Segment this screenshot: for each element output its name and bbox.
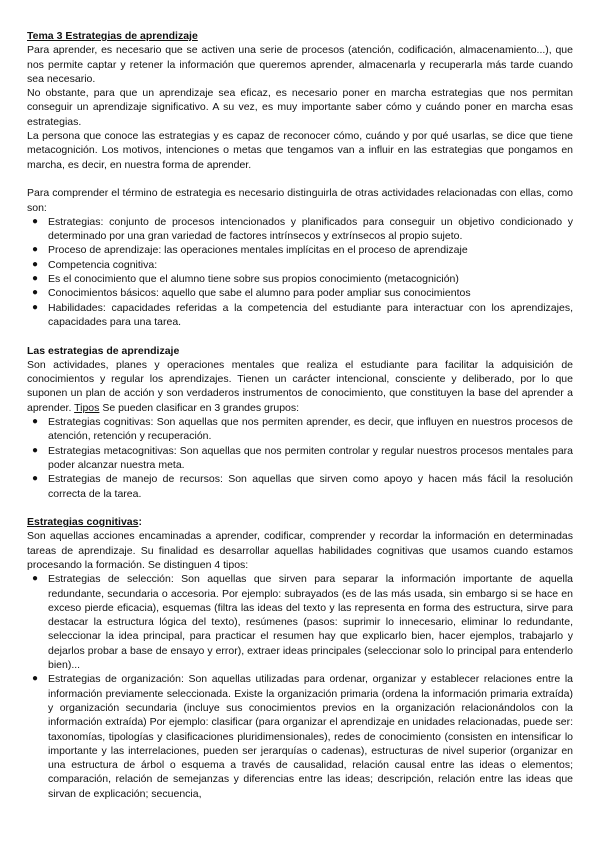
list-item bbox=[27, 415, 573, 444]
list-item-text: Competencia cognitiva: bbox=[48, 258, 158, 271]
section-title-tema3: Tema 3 Estrategias de aprendizaje bbox=[27, 30, 198, 42]
list-item bbox=[27, 258, 573, 272]
paragraph-termino-estrategia: Para comprender el término de estrategia es necesario distinguirla de otras actividades relacionadas con ellas, como son: bbox=[27, 187, 573, 214]
document-page bbox=[27, 29, 573, 801]
list-item bbox=[27, 286, 573, 300]
spacer bbox=[27, 501, 573, 515]
list-item bbox=[27, 444, 573, 473]
list-item-text: Es el conocimiento que el alumno tiene sobre sus propios conocimiento (metacognición) bbox=[48, 273, 459, 286]
bullet-icon: ● bbox=[32, 215, 39, 227]
section-title-estrategias-cognitivas bbox=[27, 515, 573, 529]
bullet-icon: ● bbox=[32, 273, 39, 285]
bullet-icon: ● bbox=[32, 287, 39, 299]
list-item bbox=[27, 672, 573, 801]
paragraph-intro-procesos: Para aprender, es necesario que se activen una serie de procesos (atención, codificación, almacenamiento...), que nos permite captar y retener la información que queremos aprender, almacenarla y recuperarla más tarde cuando sea necesario. bbox=[27, 44, 573, 85]
paragraph-aprendizaje-eficaz: No obstante, para que un aprendizaje sea eficaz, es necesario poner en marcha estrategias que nos permitan conseguir un aprendizaje significativo. A su vez, es muy importante saber cómo y cuándo poner en marcha esas estrategias. bbox=[27, 87, 573, 128]
paragraph-metacognicion: La persona que conoce las estrategias y es capaz de reconocer cómo, cuándo y por qué usarlas, se dice que tiene metacognición. Los motivos, intenciones o metas que tengamos van a influir en las estrategias que pongamos en marcha, es decir, en nuestra forma de aprender. bbox=[27, 130, 573, 171]
list-item-text: Estrategias metacognitivas: Son aquellas que nos permiten controlar y regular nuestros procesos mentales para poder alcanzar nuestra meta. bbox=[48, 444, 573, 471]
list-item-text: Conocimientos básicos: aquello que sabe el alumno para poder ampliar sus conocimientos bbox=[48, 287, 471, 300]
list-item-text: Habilidades: capacidades referidas a la competencia del estudiante para interactuar con los aprendizajes, capacidades para una tarea. bbox=[48, 301, 573, 328]
section-title-text: Estrategias cognitivas bbox=[27, 516, 139, 529]
list-tipos-cognitivas bbox=[27, 572, 573, 801]
list-item-text: Estrategias cognitivas: Son aquellas que nos permiten aprender, es decir, que influyen en nuestros procesos de atención, retención y recuperación. bbox=[48, 416, 573, 443]
bullet-icon: ● bbox=[32, 416, 39, 428]
bullet-icon: ● bbox=[32, 444, 39, 456]
list-item bbox=[27, 572, 573, 672]
list-item bbox=[27, 472, 573, 501]
bullet-icon: ● bbox=[32, 258, 39, 270]
bullet-icon: ● bbox=[32, 573, 39, 585]
paragraph-cognitivas-definicion: Son aquellas acciones encaminadas a aprender, codificar, comprender y recordar la información en determinadas tareas de aprendizaje. Su finalidad es desarrollar aquellas habilidades cognitivas que usamos cuando estamos procesando la formación. Se distinguen 4 tipos: bbox=[27, 530, 573, 571]
bullet-icon: ● bbox=[32, 244, 39, 256]
section-title-colon: : bbox=[138, 516, 142, 529]
list-item bbox=[27, 215, 573, 244]
list-item-text: Estrategias de manejo de recursos: Son aquellas que sirven como apoyo y hacen más fácil la resolución correcta de la tarea. bbox=[48, 473, 573, 500]
list-item-text: Proceso de aprendizaje: las operaciones mentales implícitas en el proceso de aprendizaje bbox=[48, 244, 468, 257]
list-item bbox=[27, 272, 573, 286]
list-item-text: Estrategias de selección: Son aquellas que sirven para separar la información importante de aquella redundante, secundaria o accesoria. Por ejemplo: subrayados (es de las más usada, sin embargo si se hace en exceso pierde eficacia), esquemas (filtra las ideas del texto y las representa en forma des estructura, sirve para destacar la estructura lógica del texto), resúmenes (pasos: suprimir lo innecesario, eliminar lo redundante, seleccionar la idea principal, para practicar el resumen hay que explicarlo bien, hacer ejemplos, trabajarlo y dejarlos probar a base de ensayo y error), extraer ideas principales (seleccionar solo lo principal para entenderlo bien)... bbox=[48, 573, 573, 672]
spacer bbox=[27, 329, 573, 343]
list-grupos-estrategias bbox=[27, 415, 573, 501]
tipos-link[interactable]: Tipos bbox=[74, 401, 100, 414]
bullet-icon: ● bbox=[32, 473, 39, 485]
paragraph-definicion-estrategias bbox=[27, 358, 573, 415]
list-item-text: Estrategias de organización: Son aquellas utilizadas para ordenar, organizar y establecer relaciones entre la información previamente seleccionada. Existe la organización primaria (ordena la información primaria extraída) y organización secundaria (incluye sus conocimientos previos en la organización relacionándolos con la información extraída) Por ejemplo: clasificar (para organizar el aprendizaje en unidades relacionadas, puede ser: taxonomías, tipologías y clasificaciones pluridimensionales), redes de conocimiento (consisten en intensificar lo importante y las interrelaciones, pueden ser jerarquías o cadenas), estructuras de nivel superior (organizar en una estructura de árbol o esquema a través de causalidad, relación causal entre las ideas o elementos; comparación, relación de semejanzas y diferencias entre las ideas; descripción, relación entre las ideas que sirvan de explicación; secuencia, bbox=[48, 673, 573, 800]
bullet-icon: ● bbox=[32, 301, 39, 313]
section-title-estrategias-aprendizaje: Las estrategias de aprendizaje bbox=[27, 344, 180, 357]
list-conceptos bbox=[27, 215, 573, 329]
bullet-icon: ● bbox=[32, 673, 39, 685]
paragraph-text-tail: Se pueden clasificar en 3 grandes grupos: bbox=[102, 401, 300, 414]
list-item bbox=[27, 243, 573, 257]
spacer bbox=[27, 172, 573, 186]
list-item-text: Estrategias: conjunto de procesos intencionados y planificados para conseguir un objetivo condicionado y determinado por una gran variedad de factores intrínsecos y extrínsecos al propio sujeto. bbox=[48, 215, 573, 243]
paragraph-text: Son actividades, planes y operaciones mentales que realiza el estudiante para facilitar la adquisición de conocimientos y regular los aprendizajes. Tienen un carácter intencional, consciente y deliberado, por lo que suponen un plan de acción y son verdaderos instrumentos de conocimiento, que constituyen la base del aprender a aprender. bbox=[27, 358, 573, 414]
list-item bbox=[27, 301, 573, 330]
